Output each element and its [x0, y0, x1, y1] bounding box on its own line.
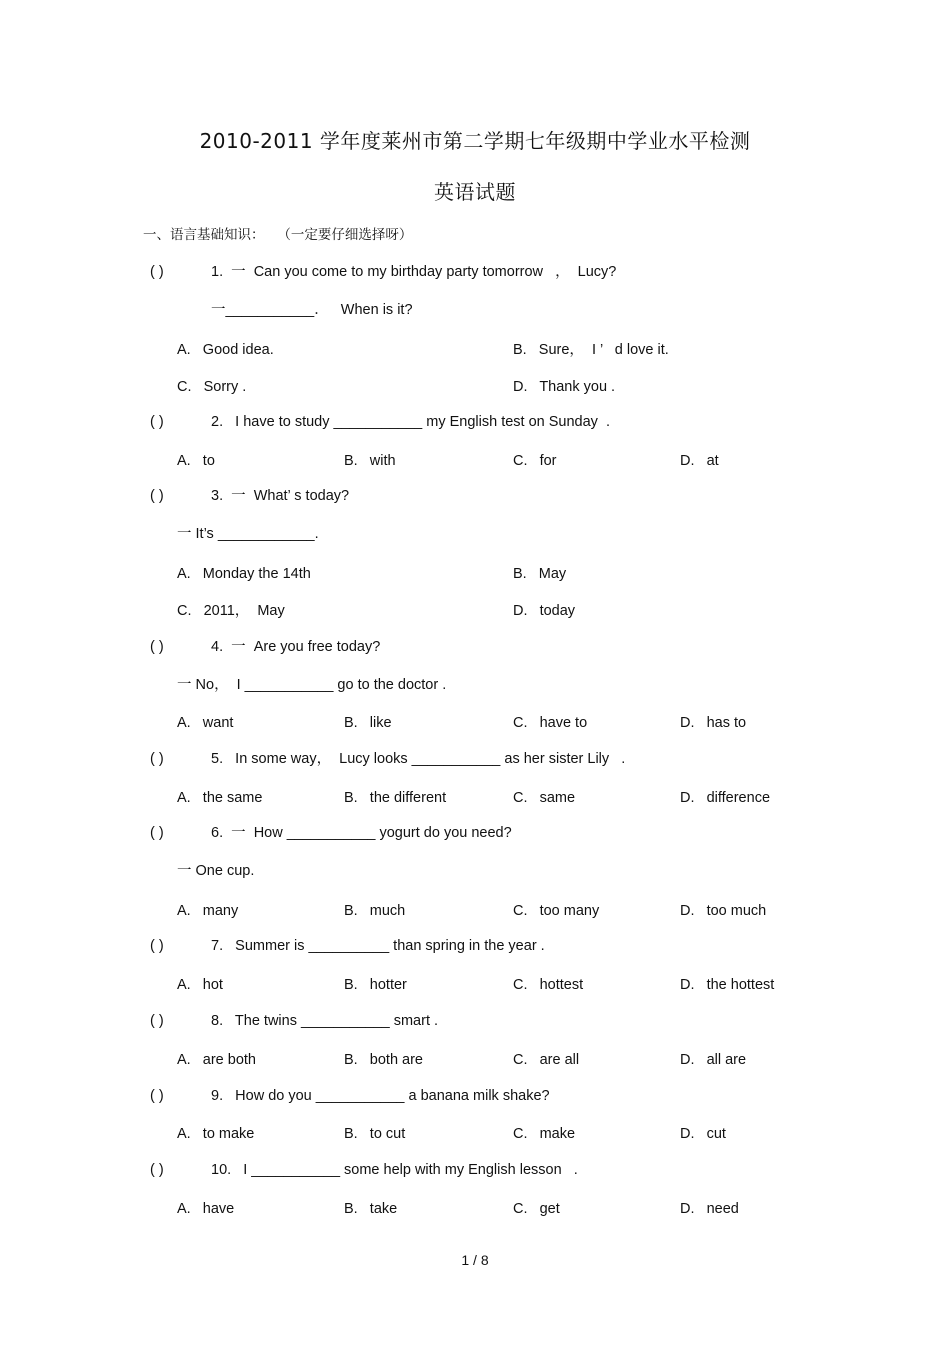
question-reply: 一 It’s ____________. [177, 526, 319, 542]
option-c: C. for [513, 453, 557, 469]
section-heading: 一、语言基础知识： （一定要仔细选择呀） [143, 227, 413, 243]
answer-blank[interactable]: ( ) [150, 264, 164, 280]
option-d: D. today [513, 603, 576, 619]
option-c: C. too many [513, 903, 600, 919]
question-stem: 4. 一 Are you free today? [211, 639, 381, 655]
option-d: D. need [680, 1201, 739, 1217]
option-b: B. take [344, 1201, 398, 1217]
option-c: C. make [513, 1126, 576, 1142]
question-stem: 6. 一 How ___________ yogurt do you need? [211, 825, 512, 841]
option-c: C. hottest [513, 977, 584, 993]
option-b: B. to cut [344, 1126, 406, 1142]
option-c: C. have to [513, 715, 588, 731]
option-b: B. hotter [344, 977, 407, 993]
option-d: D. the hottest [680, 977, 775, 993]
question-stem: 7. Summer is __________ than spring in the year . [211, 938, 545, 954]
option-b: B. both are [344, 1052, 423, 1068]
option-a: A. are both [177, 1052, 256, 1068]
question-stem: 1. 一 Can you come to my birthday party tomorrow ， Lucy? [211, 264, 617, 280]
option-b: B. the different [344, 790, 447, 806]
option-b: B. like [344, 715, 392, 731]
question-stem: 3. 一 What’ s today? [211, 488, 350, 504]
option-d: D. Thank you . [513, 379, 616, 395]
option-a: A. Good idea. [177, 342, 274, 358]
option-b: B. much [344, 903, 406, 919]
option-c: C. are all [513, 1052, 580, 1068]
option-a: A. have [177, 1201, 235, 1217]
option-d: D. difference [680, 790, 771, 806]
option-d: D. has to [680, 715, 747, 731]
answer-blank[interactable]: ( ) [150, 1162, 164, 1178]
option-d: D. all are [680, 1052, 747, 1068]
option-d: D. too much [680, 903, 767, 919]
exam-subtitle: 英语试题 [434, 180, 516, 204]
option-a: A. many [177, 903, 239, 919]
answer-blank[interactable]: ( ) [150, 825, 164, 841]
question-stem: 5. In some way， Lucy looks ___________ as her sister Lily . [211, 751, 626, 767]
answer-blank[interactable]: ( ) [150, 1088, 164, 1104]
option-a: A. hot [177, 977, 223, 993]
option-d: D. cut [680, 1126, 726, 1142]
exam-title: 2010-2011 学年度莱州市第二学期七年级期中学业水平检测 [199, 129, 751, 153]
question-stem: 9. How do you ___________ a banana milk shake? [211, 1088, 550, 1104]
question-stem: 2. I have to study ___________ my English test on Sunday . [211, 414, 611, 430]
question-reply: 一 One cup. [177, 863, 255, 879]
option-a: A. Monday the 14th [177, 566, 311, 582]
option-c: C. 2011， May [177, 603, 285, 619]
answer-blank[interactable]: ( ) [150, 639, 164, 655]
answer-blank[interactable]: ( ) [150, 414, 164, 430]
question-reply: 一___________． When is it? [211, 302, 413, 318]
answer-blank[interactable]: ( ) [150, 938, 164, 954]
question-reply: 一 No， I ___________ go to the doctor . [177, 677, 447, 693]
question-stem: 10. I ___________ some help with my English lesson . [211, 1162, 578, 1178]
option-b: B. Sure， I ’ d love it. [513, 342, 669, 358]
option-a: A. the same [177, 790, 263, 806]
page-number: 1 / 8 [461, 1252, 489, 1268]
answer-blank[interactable]: ( ) [150, 488, 164, 504]
answer-blank[interactable]: ( ) [150, 1013, 164, 1029]
option-c: C. get [513, 1201, 560, 1217]
option-d: D. at [680, 453, 719, 469]
option-a: A. want [177, 715, 234, 731]
question-stem: 8. The twins ___________ smart . [211, 1013, 439, 1029]
option-b: B. May [513, 566, 567, 582]
option-b: B. with [344, 453, 396, 469]
option-c: C. same [513, 790, 576, 806]
answer-blank[interactable]: ( ) [150, 751, 164, 767]
option-a: A. to make [177, 1126, 255, 1142]
option-a: A. to [177, 453, 215, 469]
option-c: C. Sorry . [177, 379, 247, 395]
